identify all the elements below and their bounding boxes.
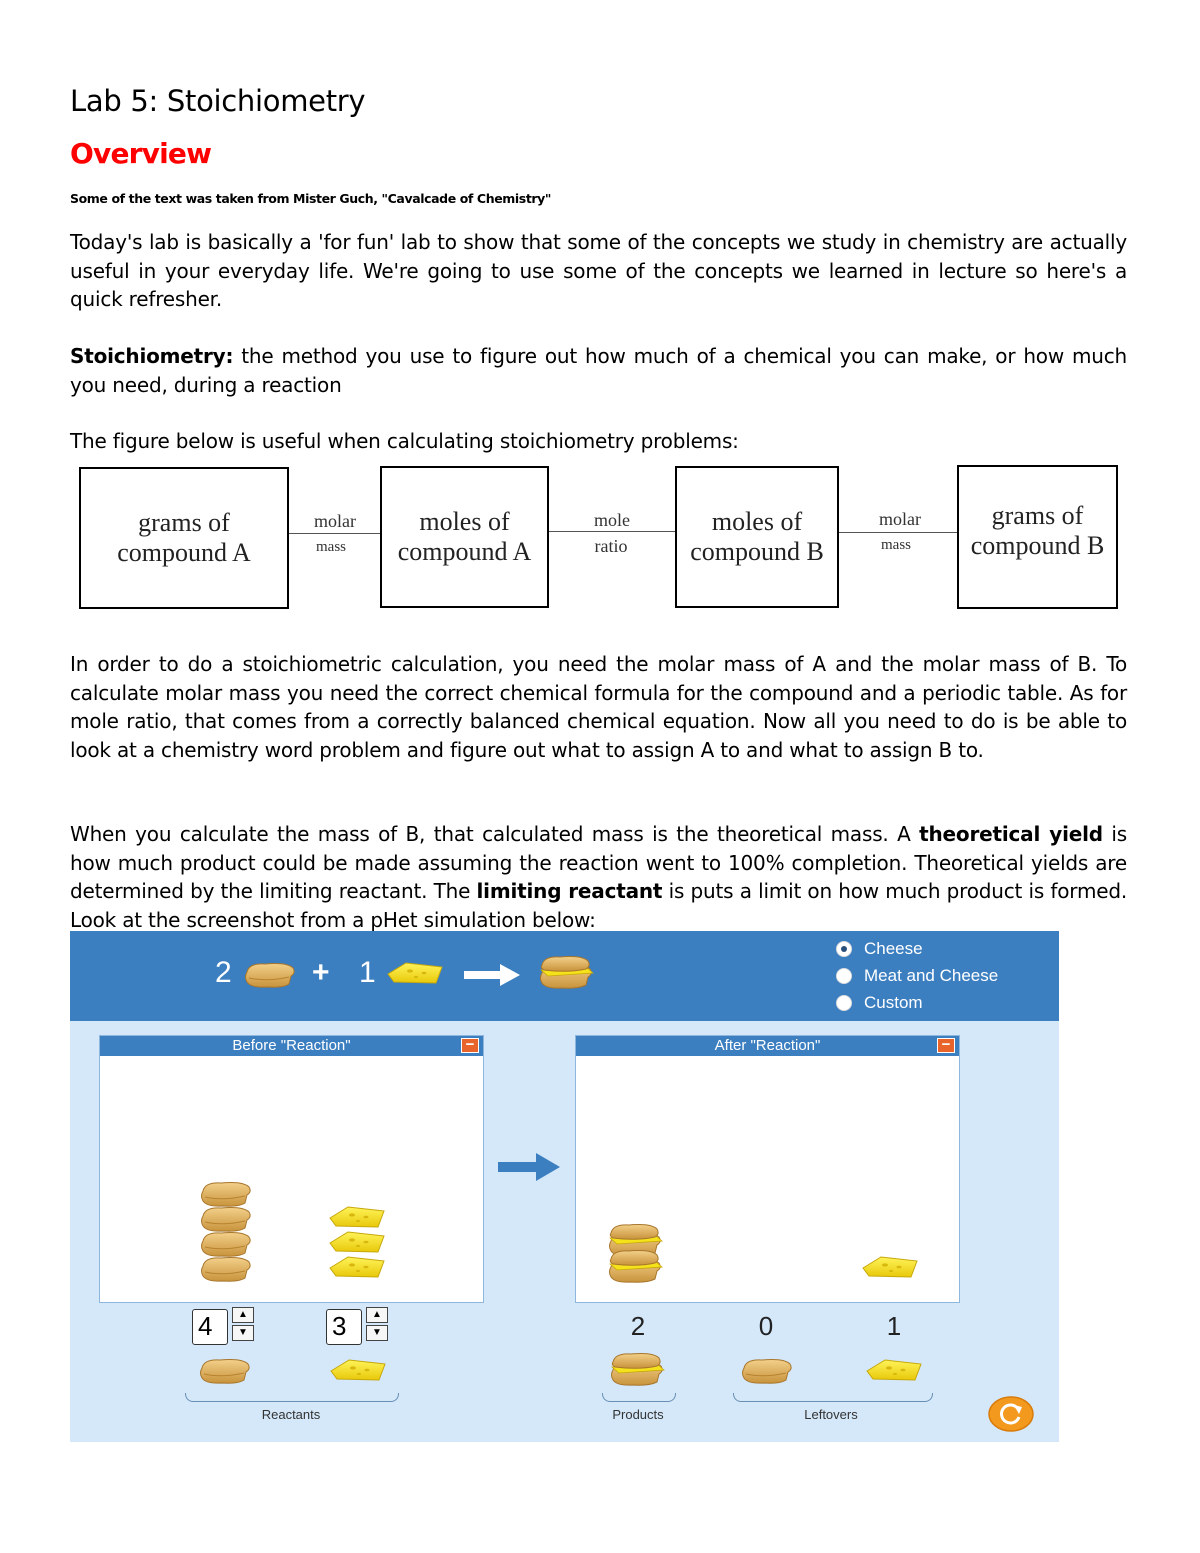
flow-box-grams-a bbox=[79, 467, 289, 609]
flow-box-line: compound A bbox=[397, 537, 532, 566]
bread-icon bbox=[243, 960, 297, 990]
radio-selected-icon[interactable] bbox=[836, 941, 852, 957]
bread-icon bbox=[199, 1254, 253, 1284]
cheese-icon bbox=[328, 1252, 388, 1282]
connector-label-bottom: ratio bbox=[594, 536, 628, 556]
increment-button[interactable]: ▲ bbox=[232, 1307, 254, 1323]
paragraph-text: When you calculate the mass of B, that calculated mass is the theoretical mass. A bbox=[70, 822, 920, 846]
after-reaction-panel bbox=[575, 1035, 960, 1303]
molar-mass-paragraph: In order to do a stoichiometric calculation, you need the molar mass of A and the molar mass of B. To calculate molar mass you need the correct chemical formula for the compound and a periodic table. As for mole ratio, that comes from a correctly balanced chemical equation. Now all you need to do is be able to look at a chemistry word problem and figure out what to assign A to and what to assign B to. bbox=[70, 652, 1127, 762]
source-credit: Some of the text was taken from Mister Guch, "Cavalcade of Chemistry" bbox=[70, 191, 552, 206]
leftover-bread-count: 0 bbox=[758, 1311, 774, 1341]
cheese-icon bbox=[386, 958, 446, 988]
products-count: 2 bbox=[630, 1311, 646, 1341]
page-title: Lab 5: Stoichiometry bbox=[70, 84, 366, 118]
radio-option-custom[interactable] bbox=[836, 991, 923, 1015]
radio-icon[interactable] bbox=[836, 968, 852, 984]
decrement-button[interactable]: ▼ bbox=[232, 1325, 254, 1341]
sandwich-icon bbox=[607, 1247, 667, 1287]
theoretical-yield-paragraph bbox=[70, 820, 1127, 934]
equation-bar bbox=[70, 931, 1059, 1021]
flow-box-line: moles of bbox=[711, 507, 803, 536]
radio-option-cheese[interactable] bbox=[836, 937, 923, 961]
cheese-icon bbox=[865, 1355, 925, 1385]
products-brace bbox=[602, 1393, 676, 1402]
figure-intro: The figure below is useful when calculating stoichiometry problems: bbox=[70, 429, 739, 453]
flow-box-moles-b bbox=[675, 466, 839, 608]
bread-icon bbox=[198, 1356, 252, 1386]
flow-box-line: compound A bbox=[117, 538, 251, 567]
paragraph-text: is how much product could be made assuming the reaction went to 100% completion. Theoretical yields are determined by the limiting reactant. The bbox=[70, 822, 1128, 903]
term-limiting-reactant: limiting reactant bbox=[476, 879, 663, 903]
flow-box-line: grams of bbox=[991, 501, 1084, 530]
before-reaction-panel bbox=[99, 1035, 484, 1303]
radio-label: Custom bbox=[864, 993, 923, 1012]
decrement-button[interactable]: ▼ bbox=[366, 1325, 388, 1341]
leftovers-brace bbox=[733, 1393, 933, 1402]
leftovers-label: Leftovers bbox=[804, 1407, 858, 1422]
equation-coef-bread: 2 bbox=[215, 956, 232, 989]
cheese-quantity-stepper[interactable] bbox=[366, 1307, 390, 1343]
connector-label-top: molar bbox=[879, 509, 921, 529]
flow-box-line: compound B bbox=[970, 531, 1105, 560]
flow-box-moles-a bbox=[380, 466, 549, 608]
leftover-cheese-count: 1 bbox=[886, 1311, 902, 1341]
intro-paragraph: Today's lab is basically a 'for fun' lab to show that some of the concepts we study in chemistry are actually useful in your everyday life. We're going to use some of the concepts we learned in lecture so here's a quick refresher. bbox=[70, 230, 1127, 311]
term-theoretical-yield: theoretical yield bbox=[919, 822, 1103, 846]
reset-icon[interactable] bbox=[987, 1396, 1035, 1432]
panel-title: Before "Reaction" bbox=[232, 1037, 351, 1054]
equation-coef-cheese: 1 bbox=[359, 956, 376, 989]
definition-term: Stoichiometry: bbox=[70, 344, 234, 368]
bread-quantity-input[interactable]: 4 bbox=[192, 1309, 228, 1345]
bread-icon bbox=[740, 1356, 794, 1386]
paragraph-text: is puts a limit on how much product is formed. Look at the screenshot from a pHet simulation below: bbox=[70, 879, 1128, 932]
cheese-icon bbox=[861, 1252, 921, 1282]
cheese-quantity-input[interactable]: 3 bbox=[326, 1309, 362, 1345]
reactants-label: Reactants bbox=[261, 1407, 321, 1422]
increment-button[interactable]: ▲ bbox=[366, 1307, 388, 1323]
phet-simulation bbox=[70, 931, 1059, 1442]
collapse-button[interactable]: − bbox=[937, 1038, 955, 1053]
reaction-arrow-icon bbox=[496, 1151, 562, 1183]
radio-label: Cheese bbox=[864, 939, 923, 958]
definition-paragraph bbox=[70, 342, 1127, 399]
reactants-brace bbox=[185, 1393, 399, 1402]
before-reaction-header bbox=[100, 1036, 483, 1056]
flow-connector bbox=[549, 531, 675, 532]
connector-label-bottom: mass bbox=[316, 539, 346, 555]
sandwich-icon bbox=[609, 1350, 669, 1390]
radio-option-meat-and-cheese[interactable] bbox=[836, 964, 998, 988]
section-heading-overview: Overview bbox=[70, 137, 212, 170]
flow-box-grams-b bbox=[957, 465, 1118, 609]
sandwich-icon bbox=[538, 953, 598, 993]
connector-label-bottom: mass bbox=[881, 537, 911, 553]
equation-plus: + bbox=[312, 956, 330, 989]
panel-title: After "Reaction" bbox=[714, 1037, 821, 1054]
connector-label-top: molar bbox=[314, 511, 356, 531]
flow-box-line: moles of bbox=[419, 507, 510, 536]
flow-connector bbox=[289, 533, 381, 534]
radio-icon[interactable] bbox=[836, 995, 852, 1011]
bread-quantity-stepper[interactable] bbox=[232, 1307, 256, 1343]
radio-label: Meat and Cheese bbox=[864, 966, 999, 985]
definition-text: the method you use to figure out how much of a chemical you can make, or how much you need, during a reaction bbox=[70, 344, 1127, 397]
flow-box-line: grams of bbox=[138, 508, 230, 537]
flow-box-line: compound B bbox=[690, 537, 824, 566]
flow-connector bbox=[839, 532, 957, 533]
collapse-button[interactable]: − bbox=[461, 1038, 479, 1053]
after-reaction-header bbox=[576, 1036, 959, 1056]
cheese-icon bbox=[329, 1355, 389, 1385]
yields-arrow-icon bbox=[462, 962, 522, 988]
products-label: Products bbox=[612, 1407, 664, 1422]
connector-label-top: mole bbox=[594, 510, 630, 530]
